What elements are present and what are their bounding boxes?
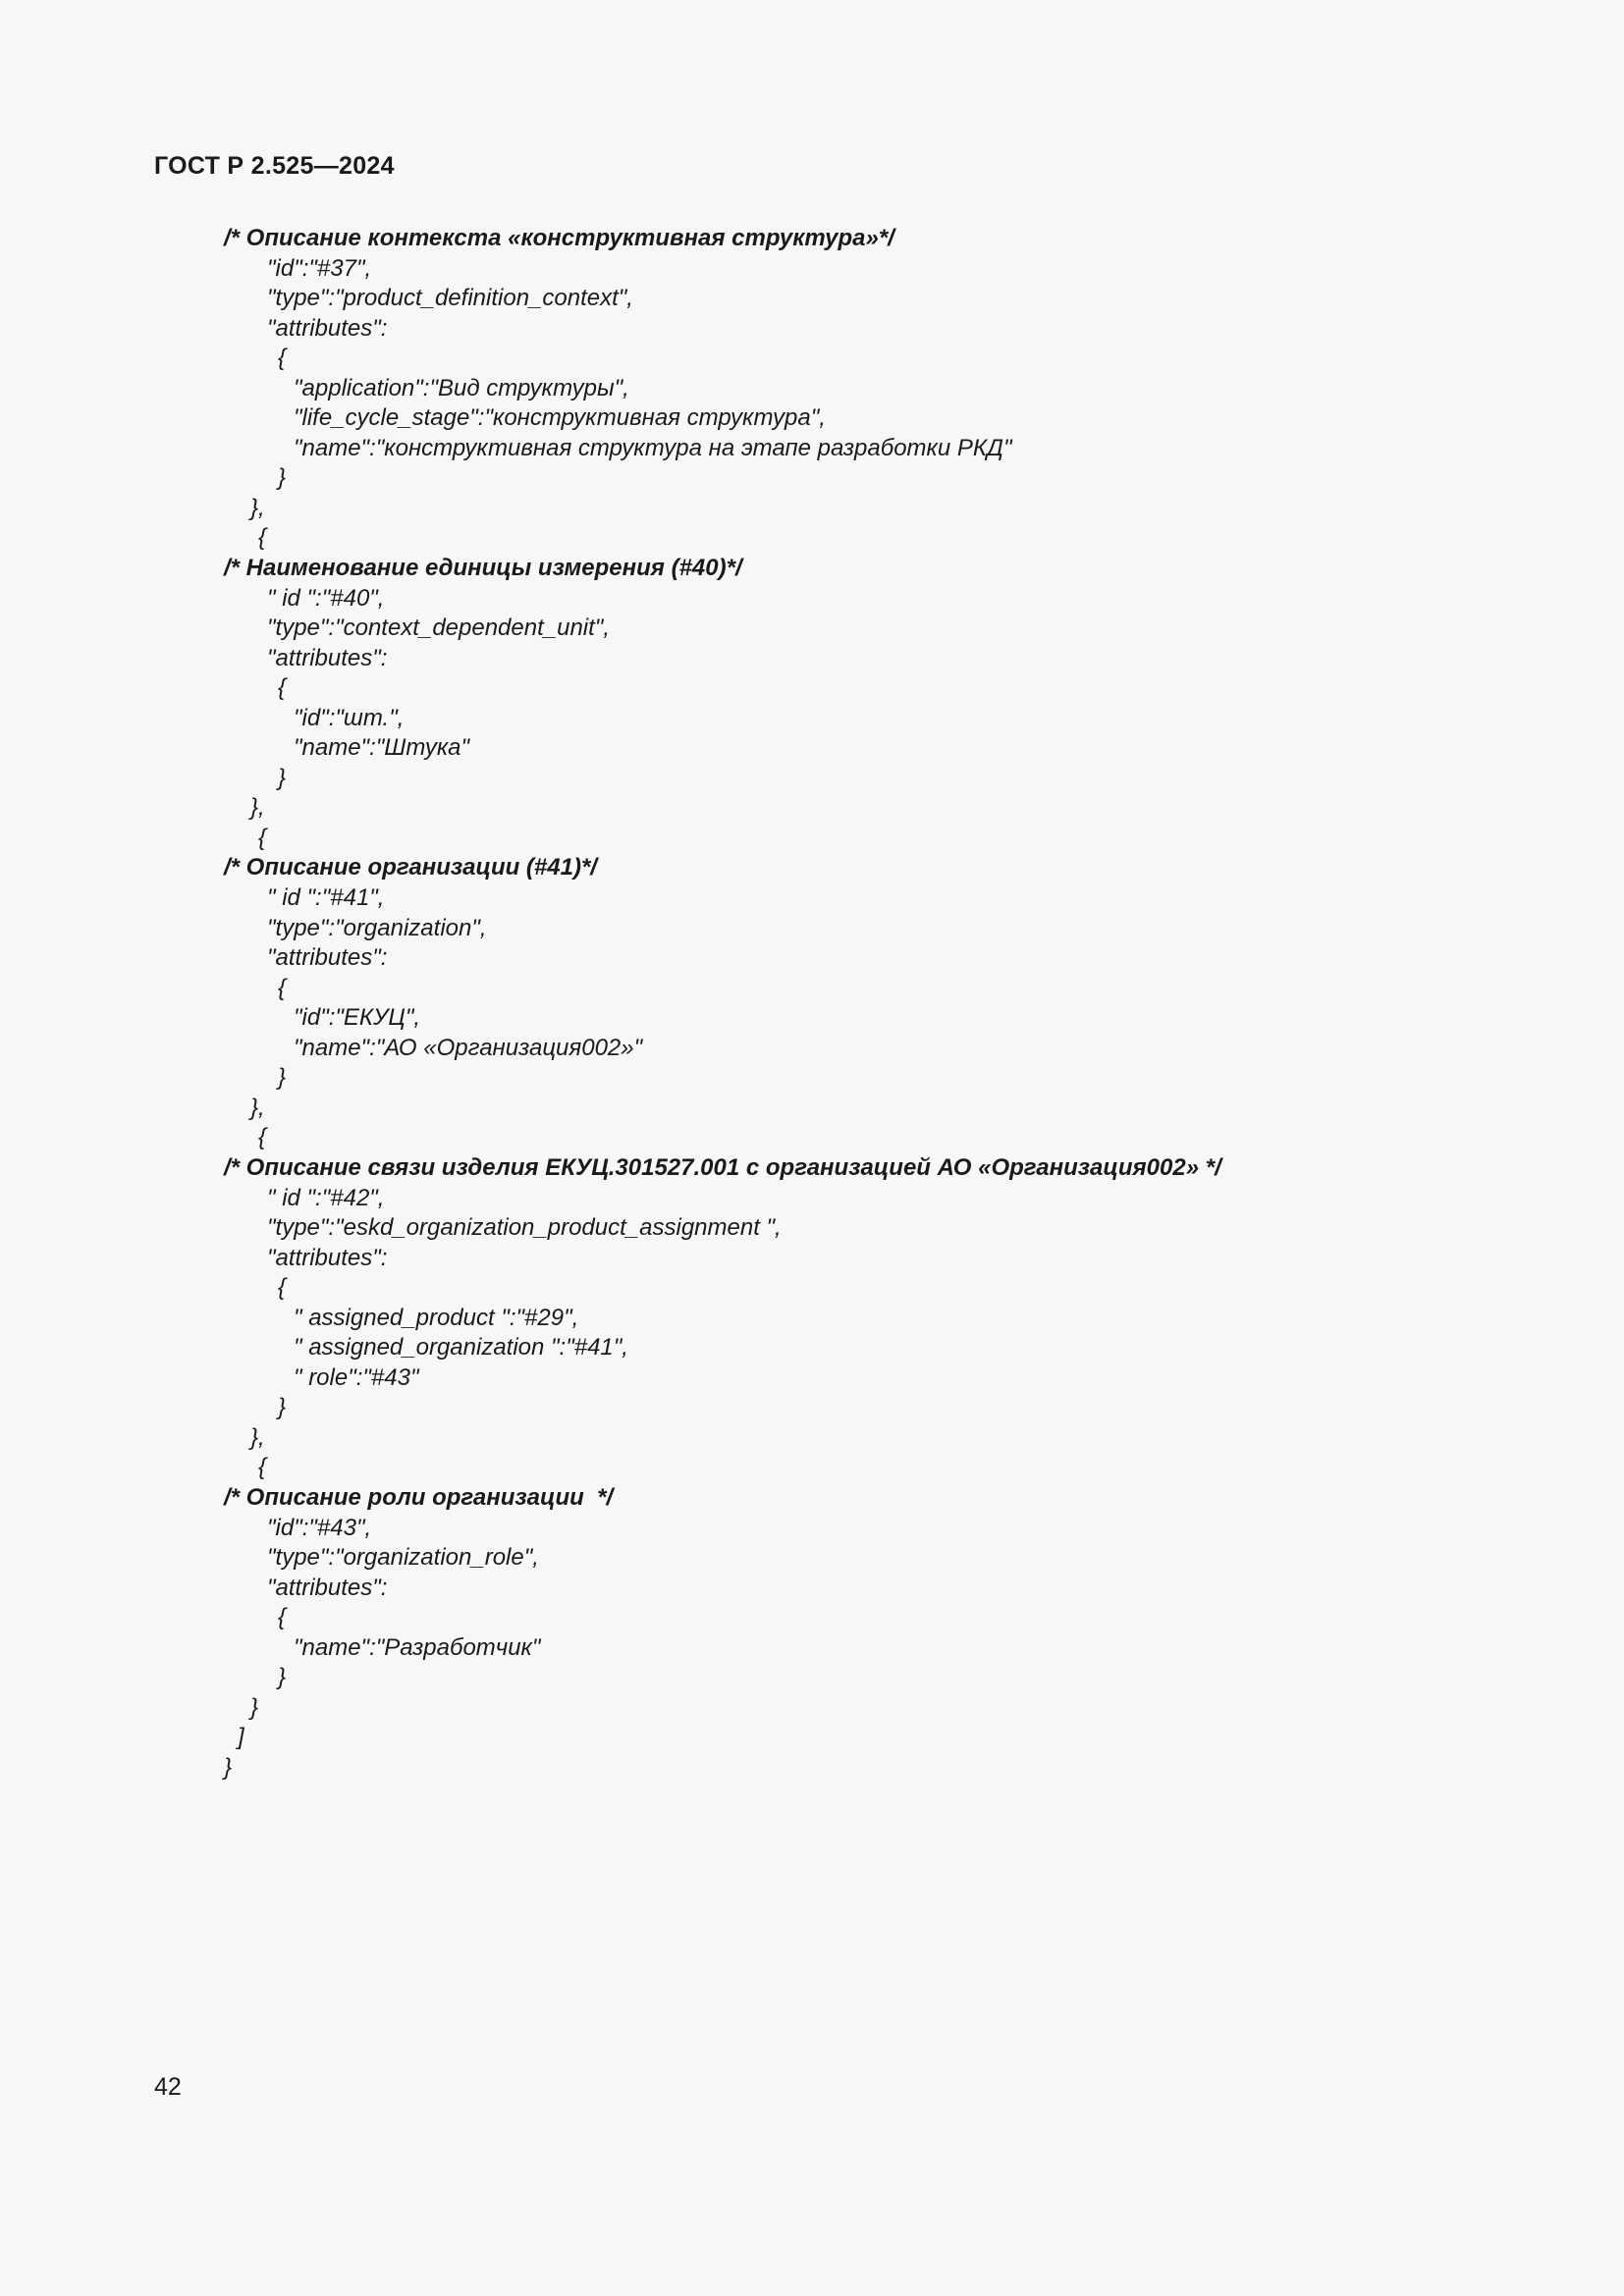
code-text: }, <box>250 494 265 521</box>
code-line <box>0 1753 1624 1784</box>
code-line <box>0 374 1624 404</box>
code-line <box>0 1663 1624 1693</box>
code-line <box>0 1333 1624 1363</box>
code-comment-line <box>0 1483 1624 1514</box>
code-text: "application":"Вид структуры", <box>294 374 629 401</box>
code-line <box>0 1543 1624 1574</box>
code-line <box>0 614 1624 644</box>
code-comment-line <box>0 1153 1624 1184</box>
code-text: "name":"Штука" <box>294 734 470 762</box>
code-line <box>0 644 1624 674</box>
code-line <box>0 1123 1624 1153</box>
code-comment-text: /* Описание связи изделия ЕКУЦ.301527.001 с организацией АО «Организация002» */ <box>224 1153 1221 1181</box>
code-line <box>0 1034 1624 1064</box>
code-line <box>0 1244 1624 1274</box>
code-line <box>0 314 1624 345</box>
code-text: }, <box>250 1423 265 1451</box>
code-line <box>0 1094 1624 1124</box>
code-line <box>0 1063 1624 1094</box>
code-line <box>0 494 1624 524</box>
code-line <box>0 584 1624 614</box>
code-line <box>0 1723 1624 1753</box>
json-code-listing <box>0 224 1624 1783</box>
code-text: { <box>278 345 287 372</box>
code-text: "type":"eskd_organization_product_assignment ", <box>267 1214 782 1242</box>
code-line <box>0 764 1624 794</box>
code-text: { <box>258 1454 267 1481</box>
code-line <box>0 463 1624 494</box>
code-line <box>0 1003 1624 1034</box>
code-text: "attributes": <box>267 944 388 972</box>
code-text: "type":"organization_role", <box>267 1544 539 1572</box>
code-line <box>0 1213 1624 1244</box>
code-line <box>0 1633 1624 1664</box>
code-line <box>0 1574 1624 1604</box>
code-comment-line <box>0 224 1624 254</box>
page-number: 42 <box>154 2073 182 2101</box>
code-text: } <box>278 1394 287 1421</box>
code-comment-text: /* Описание роли организации */ <box>224 1483 614 1511</box>
code-text: " id ":"#42", <box>267 1184 385 1211</box>
code-text: "type":"context_dependent_unit", <box>267 614 610 642</box>
code-line <box>0 1363 1624 1394</box>
code-text: { <box>258 824 267 851</box>
code-text: "name":"конструктивная структура на этапе разработки РКД" <box>294 434 1012 461</box>
code-line <box>0 974 1624 1004</box>
code-line <box>0 1603 1624 1633</box>
code-line <box>0 284 1624 314</box>
code-line <box>0 344 1624 374</box>
document-header: ГОСТ Р 2.525—2024 <box>154 152 395 180</box>
code-text: { <box>258 524 267 552</box>
code-text: }, <box>250 1094 265 1121</box>
code-text: } <box>278 464 287 492</box>
code-text: "id":"шт.", <box>294 704 405 731</box>
code-text: "life_cycle_stage":"конструктивная структура", <box>294 404 826 432</box>
code-text: "attributes": <box>267 314 388 342</box>
code-line <box>0 1184 1624 1214</box>
code-text: { <box>278 1604 287 1631</box>
code-text: " id ":"#40", <box>267 584 385 612</box>
code-line <box>0 1304 1624 1334</box>
code-text: { <box>258 1124 267 1151</box>
code-text: { <box>278 1274 287 1302</box>
code-line <box>0 434 1624 464</box>
code-line <box>0 793 1624 824</box>
code-line <box>0 824 1624 854</box>
code-text: "type":"product_definition_context", <box>267 285 633 312</box>
code-text: "attributes": <box>267 1244 388 1271</box>
code-text: " assigned_organization ":"#41", <box>294 1334 628 1362</box>
code-line <box>0 943 1624 974</box>
code-text: "attributes": <box>267 1574 388 1601</box>
code-line <box>0 1693 1624 1724</box>
code-text: "name":"Разработчик" <box>294 1633 541 1661</box>
code-text: { <box>278 974 287 1001</box>
code-line <box>0 914 1624 944</box>
code-line <box>0 1514 1624 1544</box>
code-line <box>0 254 1624 285</box>
code-text: "id":"ЕКУЦ", <box>294 1004 421 1032</box>
code-line <box>0 1273 1624 1304</box>
code-line <box>0 403 1624 434</box>
code-text: "id":"#43", <box>267 1514 372 1541</box>
code-text: ] <box>238 1724 244 1751</box>
code-comment-text: /* Наименование единицы измерения (#40)*/ <box>224 555 742 582</box>
code-text: } <box>278 1064 287 1092</box>
code-text: "type":"organization", <box>267 914 487 941</box>
code-line <box>0 1423 1624 1454</box>
code-line <box>0 883 1624 914</box>
code-text: "id":"#37", <box>267 254 372 282</box>
code-text: "name":"АО «Организация002»" <box>294 1034 643 1061</box>
code-comment-line <box>0 853 1624 883</box>
code-line <box>0 1393 1624 1423</box>
code-text: " role":"#43" <box>294 1363 419 1391</box>
code-comment-line <box>0 554 1624 584</box>
code-line <box>0 673 1624 704</box>
code-text: } <box>250 1693 259 1721</box>
code-text: " id ":"#41", <box>267 884 385 912</box>
code-text: "attributes": <box>267 644 388 671</box>
code-text: } <box>278 764 287 791</box>
code-text: { <box>278 674 287 702</box>
code-line <box>0 733 1624 764</box>
code-line <box>0 704 1624 734</box>
code-text: } <box>224 1753 233 1781</box>
code-comment-text: /* Описание контекста «конструктивная структура»*/ <box>224 225 894 251</box>
code-line <box>0 1453 1624 1483</box>
code-text: }, <box>250 794 265 822</box>
code-line <box>0 523 1624 554</box>
code-text: " assigned_product ":"#29", <box>294 1304 579 1331</box>
code-comment-text: /* Описание организации (#41)*/ <box>224 854 597 881</box>
code-text: } <box>278 1664 287 1691</box>
